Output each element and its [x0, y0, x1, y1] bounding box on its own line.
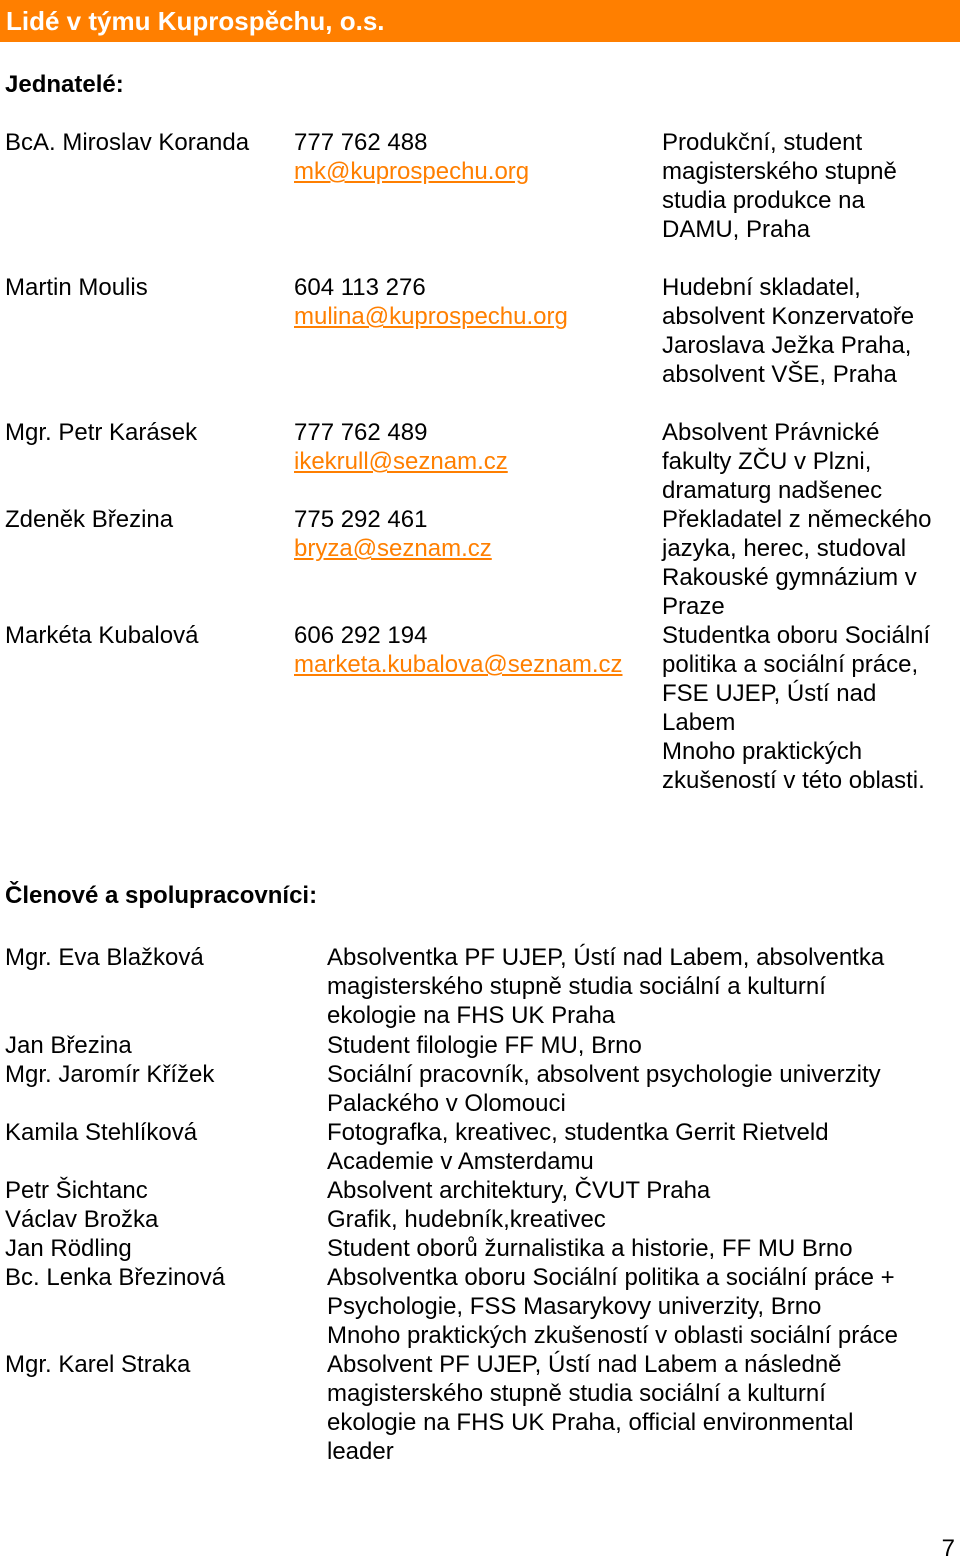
manager-email-link[interactable]: ikekrull@seznam.cz: [294, 448, 508, 475]
manager-email-link[interactable]: bryza@seznam.cz: [294, 535, 492, 562]
page-title-bar: [0, 0, 960, 42]
manager-description-line: jazyka, herec, studoval: [662, 535, 907, 562]
manager-description-line: Mnoho praktických: [662, 738, 863, 765]
manager-phone: 606 292 194: [294, 622, 428, 649]
manager-description-line: Praze: [662, 593, 725, 620]
member-description-line: magisterského stupně studia sociální a kulturní: [327, 1380, 826, 1407]
manager-description-line: Překladatel z německého: [662, 506, 932, 533]
manager-description-line: studia produkce na: [662, 187, 865, 214]
member-description-line: Academie v Amsterdamu: [327, 1148, 594, 1175]
member-description-line: leader: [327, 1438, 394, 1465]
manager-description-line: Jaroslava Ježka Praha,: [662, 332, 912, 359]
member-name: Mgr. Karel Straka: [5, 1351, 191, 1378]
manager-description-line: DAMU, Praha: [662, 216, 811, 243]
manager-name: Markéta Kubalová: [5, 622, 199, 649]
manager-phone: 777 762 488: [294, 129, 428, 156]
member-description-line: Absolventka PF UJEP, Ústí nad Labem, absolventka: [327, 944, 885, 971]
manager-description-line: Absolvent Právnické: [662, 419, 880, 446]
member-description-line: Student oborů žurnalistika a historie, FF MU Brno: [327, 1235, 853, 1262]
manager-name: Mgr. Petr Karásek: [5, 419, 198, 446]
manager-email-link[interactable]: mulina@kuprospechu.org: [294, 303, 568, 330]
member-name: Jan Březina: [5, 1032, 132, 1059]
manager-description-line: politika a sociální práce,: [662, 651, 919, 678]
manager-description-line: dramaturg nadšenec: [662, 477, 883, 504]
member-name: Petr Šichtanc: [5, 1177, 148, 1204]
member-description-line: Psychologie, FSS Masarykovy univerzity, Brno: [327, 1293, 822, 1320]
manager-phone: 775 292 461: [294, 506, 428, 533]
manager-description-line: fakulty ZČU v Plzni,: [662, 448, 872, 475]
member-name: Mgr. Jaromír Křížek: [5, 1061, 215, 1088]
manager-description-line: absolvent VŠE, Praha: [662, 361, 897, 388]
manager-name: BcA. Miroslav Koranda: [5, 129, 250, 156]
manager-description-line: zkušeností v této oblasti.: [662, 767, 925, 794]
manager-email-link[interactable]: marketa.kubalova@seznam.cz: [294, 651, 623, 678]
member-description-line: magisterského stupně studia sociální a kulturní: [327, 973, 826, 1000]
member-description-line: Fotografka, kreativec, studentka Gerrit Rietveld: [327, 1119, 829, 1146]
member-description-line: Palackého v Olomouci: [327, 1090, 566, 1117]
member-description-line: Mnoho praktických zkušeností v oblasti sociální práce: [327, 1322, 898, 1349]
member-name: Kamila Stehlíková: [5, 1119, 198, 1146]
member-name: Bc. Lenka Březinová: [5, 1264, 226, 1291]
member-description-line: Absolventka oboru Sociální politika a sociální práce +: [327, 1264, 895, 1291]
member-name: Mgr. Eva Blažková: [5, 944, 204, 971]
member-description-line: Sociální pracovník, absolvent psychologie univerzity: [327, 1061, 881, 1088]
manager-description-line: Hudební skladatel,: [662, 274, 861, 301]
member-description-line: Grafik, hudebník,kreativec: [327, 1206, 606, 1233]
manager-description-line: Rakouské gymnázium v: [662, 564, 917, 591]
manager-description-line: Studentka oboru Sociální: [662, 622, 931, 649]
manager-description-line: magisterského stupně: [662, 158, 897, 185]
manager-phone: 604 113 276: [294, 274, 426, 301]
manager-description-line: Labem: [662, 709, 736, 736]
section-heading-members: Členové a spolupracovníci:: [5, 882, 318, 909]
page-title: Lidé v týmu Kuprospěchu, o.s.: [6, 6, 385, 36]
manager-name: Martin Moulis: [5, 274, 148, 301]
manager-name: Zdeněk Březina: [5, 506, 174, 533]
section-heading-managers: Jednatelé:: [5, 71, 124, 98]
manager-description-line: FSE UJEP, Ústí nad: [662, 680, 877, 707]
member-description-line: Absolvent PF UJEP, Ústí nad Labem a následně: [327, 1351, 842, 1378]
manager-phone: 777 762 489: [294, 419, 428, 446]
page-number: 7: [941, 1535, 955, 1562]
member-name: Jan Rödling: [5, 1235, 132, 1262]
member-name: Václav Brožka: [5, 1206, 159, 1233]
member-description-line: Student filologie FF MU, Brno: [327, 1032, 642, 1059]
member-description-line: Absolvent architektury, ČVUT Praha: [327, 1177, 711, 1204]
manager-description-line: absolvent Konzervatoře: [662, 303, 915, 330]
manager-description-line: Produkční, student: [662, 129, 863, 156]
manager-email-link[interactable]: mk@kuprospechu.org: [294, 158, 530, 185]
member-description-line: ekologie na FHS UK Praha, official environmental: [327, 1409, 854, 1436]
member-description-line: ekologie na FHS UK Praha: [327, 1002, 616, 1029]
